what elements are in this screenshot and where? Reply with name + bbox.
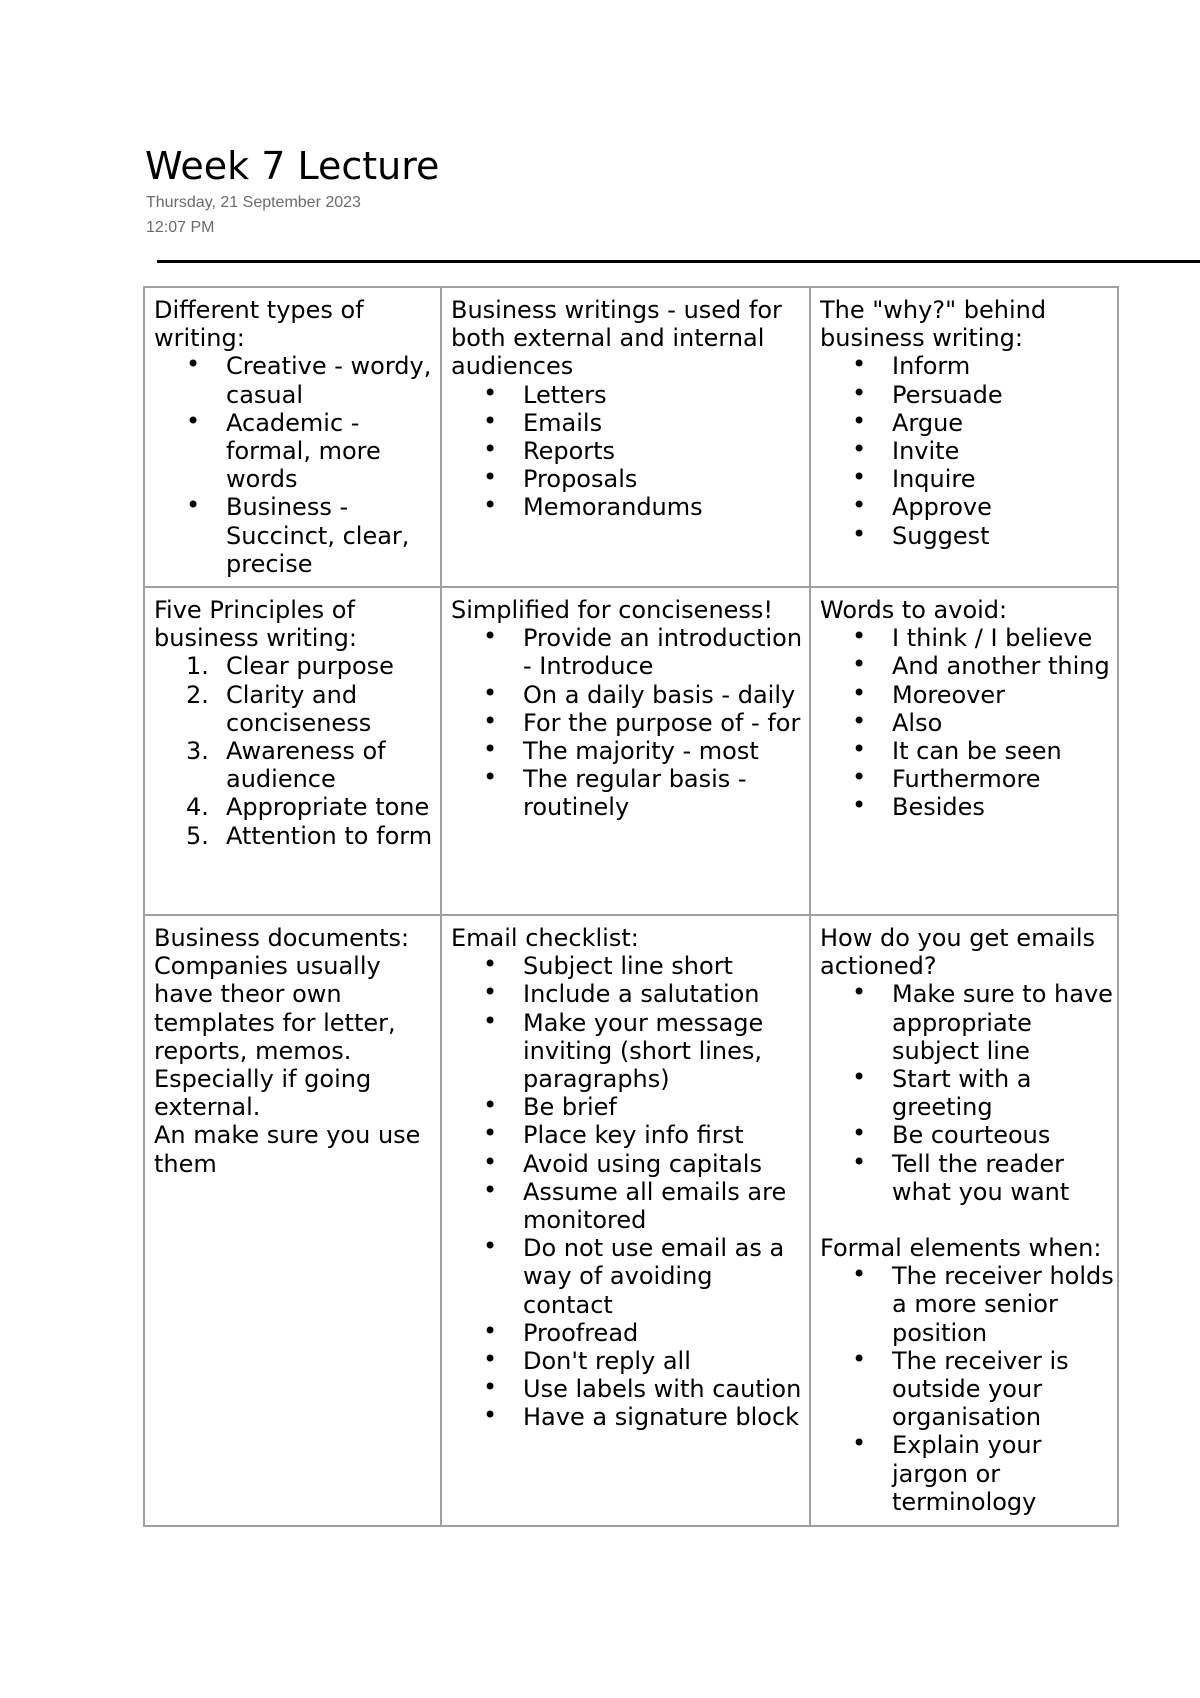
list-item: • On a daily basis - daily [451, 681, 809, 709]
page-title: Week 7 Lecture [145, 144, 440, 188]
list-item: • For the purpose of - for [451, 709, 809, 737]
cell-heading: Email checklist: [451, 924, 639, 952]
cell-heading: How do you get emails actioned? [820, 924, 1095, 981]
list-item: • Do not use email as a way of avoiding contact [451, 1234, 809, 1319]
cell-why-business-writing[interactable] [810, 287, 1118, 587]
bullet-list [451, 624, 809, 821]
list-item-text: Appropriate tone [226, 793, 430, 822]
cell-paragraph: An make sure you use them [154, 1121, 421, 1178]
table-row [144, 915, 1118, 1526]
list-number: 3. [186, 737, 209, 766]
list-item-text: Awareness of audience [226, 737, 386, 794]
list-item: • Argue [820, 409, 1117, 437]
list-item: • It can be seen [820, 737, 1117, 765]
list-item: • Academic - formal, more words [154, 409, 440, 494]
list-item: • Emails [451, 409, 809, 437]
cell-business-documents[interactable] [144, 915, 441, 1526]
bullet-list [820, 352, 1117, 549]
list-item [154, 822, 440, 850]
list-item: • Assume all emails are monitored [451, 1178, 809, 1234]
list-item: • Moreover [820, 681, 1117, 709]
numbered-list [154, 652, 440, 849]
cell-types-of-writing[interactable] [144, 287, 441, 587]
table-row [144, 587, 1118, 915]
list-item: • I think / I believe [820, 624, 1117, 652]
list-item: • Avoid using capitals [451, 1150, 809, 1178]
cell-paragraph: Companies usually have theor own templates for letter, reports, memos. [154, 952, 396, 1065]
list-item: • The receiver is outside your organisation [820, 1347, 1117, 1432]
cell-heading: Different types of writing: [154, 296, 364, 353]
list-item: • Besides [820, 793, 1117, 821]
list-item: • Place key info first [451, 1121, 809, 1149]
list-item: • Include a salutation [451, 980, 809, 1008]
list-item: • Explain your jargon or terminology [820, 1431, 1117, 1516]
list-item [154, 793, 440, 821]
bullet-list [451, 952, 809, 1431]
list-item: • Start with a greeting [820, 1065, 1117, 1121]
bullet-list [820, 624, 1117, 821]
page-time: 12:07 PM [146, 219, 215, 236]
bullet-list [820, 980, 1117, 1206]
bullet-list [154, 352, 440, 578]
list-item: • And another thing [820, 652, 1117, 680]
cell-heading: Words to avoid: [820, 596, 1008, 624]
cell-heading: Business writings - used for both external and internal audiences [451, 296, 782, 381]
page-date: Thursday, 21 September 2023 [146, 194, 361, 211]
list-item: • Letters [451, 381, 809, 409]
list-item: • Approve [820, 493, 1117, 521]
list-item: • Also [820, 709, 1117, 737]
list-item: • Have a signature block [451, 1403, 809, 1431]
list-item [154, 681, 440, 737]
list-item: • Inform [820, 352, 1117, 380]
cell-email-checklist[interactable] [441, 915, 810, 1526]
list-item: • Invite [820, 437, 1117, 465]
list-item: • Business - Succinct, clear, precise [154, 493, 440, 578]
list-item: • The majority - most [451, 737, 809, 765]
list-item: • Tell the reader what you want [820, 1150, 1117, 1206]
cell-heading: Five Principles of business writing: [154, 596, 358, 653]
notes-table [143, 286, 1119, 1527]
list-item: • Provide an introduction - Introduce [451, 624, 809, 680]
list-item: • Be courteous [820, 1121, 1117, 1149]
list-item-text: Clarity and conciseness [226, 680, 372, 737]
list-item: • Furthermore [820, 765, 1117, 793]
list-item-text: Clear purpose [226, 652, 394, 681]
cell-five-principles[interactable] [144, 587, 441, 915]
list-item: • Subject line short [451, 952, 809, 980]
list-item: • Persuade [820, 381, 1117, 409]
list-number: 2. [186, 680, 209, 709]
list-item: • Creative - wordy, casual [154, 352, 440, 408]
list-item: • Don't reply all [451, 1347, 809, 1375]
list-number: 5. [186, 821, 209, 850]
cell-words-to-avoid[interactable] [810, 587, 1118, 915]
table-row [144, 287, 1118, 587]
list-number: 1. [186, 652, 209, 681]
cell-heading: Business documents: [154, 924, 410, 952]
list-item [154, 652, 440, 680]
blank-line [820, 1206, 1117, 1234]
cell-paragraph: Especially if going external. [154, 1065, 372, 1122]
list-item: • Suggest [820, 522, 1117, 550]
cell-heading: Simplified for conciseness! [451, 596, 774, 624]
cell-emails-actioned[interactable] [810, 915, 1118, 1526]
cell-simplified[interactable] [441, 587, 810, 915]
cell-heading: The "why?" behind business writing: [820, 296, 1047, 353]
list-item: • Be brief [451, 1093, 809, 1121]
list-item: • Proposals [451, 465, 809, 493]
list-item: • Make your message inviting (short lines, paragraphs) [451, 1009, 809, 1094]
list-item: • Memorandums [451, 493, 809, 521]
cell-business-writings[interactable] [441, 287, 810, 587]
list-item: • Make sure to have appropriate subject line [820, 980, 1117, 1065]
list-item: • Inquire [820, 465, 1117, 493]
list-number: 4. [186, 793, 209, 822]
list-item [154, 737, 440, 793]
list-item: • Use labels with caution [451, 1375, 809, 1403]
bullet-list [451, 381, 809, 522]
list-item: • The receiver holds a more senior position [820, 1262, 1117, 1347]
list-item-text: Attention to form [226, 821, 433, 850]
title-divider [157, 260, 1200, 263]
list-item: • The regular basis - routinely [451, 765, 809, 821]
cell-subheading: Formal elements when: [820, 1234, 1102, 1263]
bullet-list [820, 1262, 1117, 1516]
list-item: • Reports [451, 437, 809, 465]
list-item: • Proofread [451, 1319, 809, 1347]
